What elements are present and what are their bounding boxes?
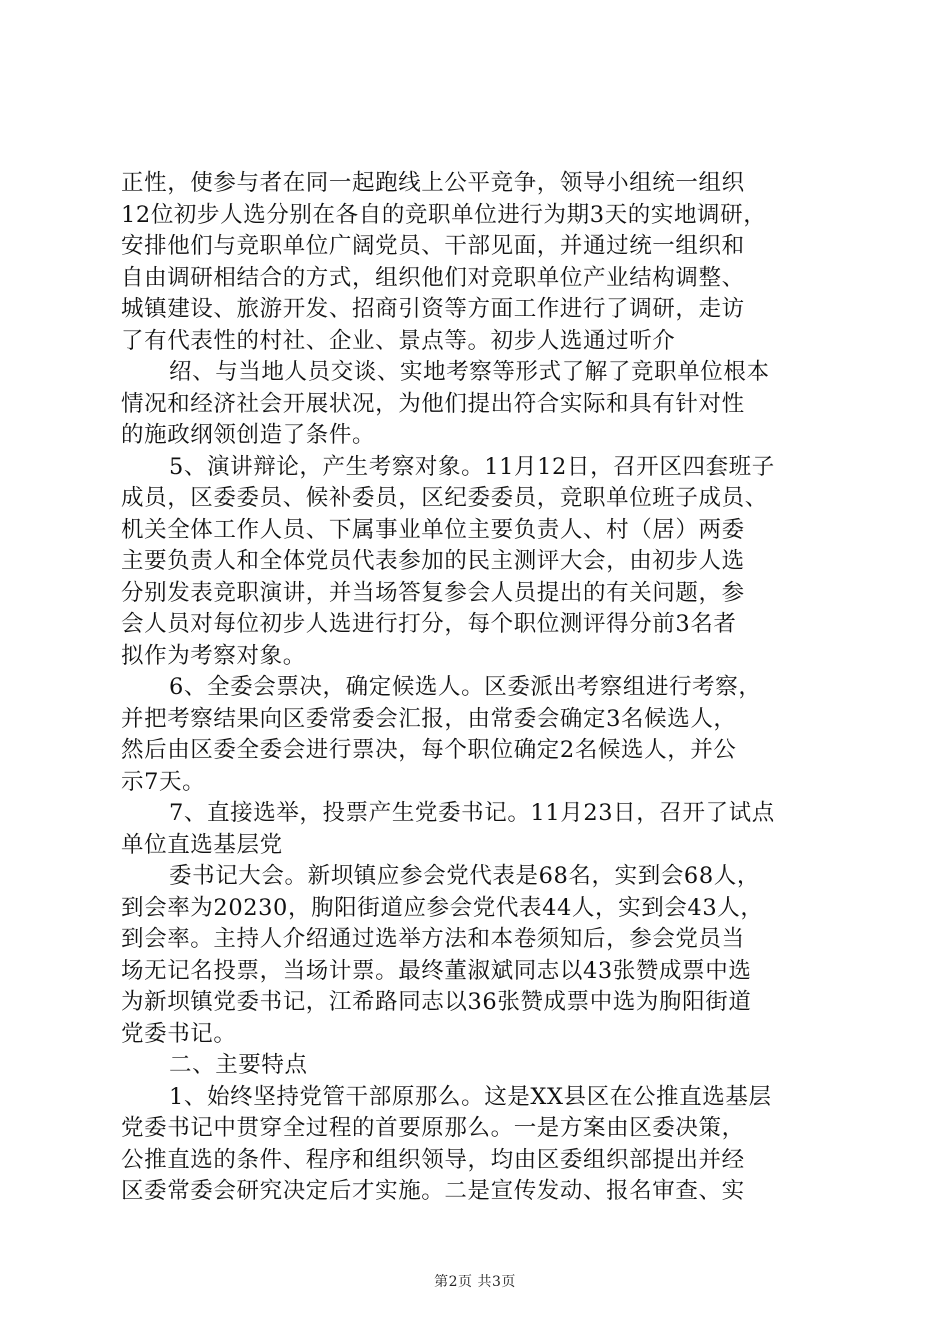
text-line: 然后由区委全委会进行票决，每个职位确定2名候选人，并公 (121, 737, 737, 763)
text-line: 为新坝镇党委书记，江希路同志以36张赞成票中选为朐阳街道 (121, 989, 752, 1015)
section-heading: 二、主要特点 (169, 1052, 308, 1078)
text-line: 场无记名投票，当场计票。最终董淑斌同志以43张赞成票中选 (121, 957, 752, 984)
text-line: 5、演讲辩论，产生考察对象。11月12日，召开区四套班子 (169, 453, 775, 480)
text-line: 自由调研相结合的方式，组织他们对竞职单位产业结构调整、 (121, 264, 745, 291)
text-line: 的施政纲领创造了条件。 (121, 422, 376, 448)
text-line: 正性，使参与者在同一起跑线上公平竞争，领导小组统一组织 (121, 170, 745, 196)
text-line: 分别发表竞职演讲，并当场答复参会人员提出的有关问题，参 (121, 579, 745, 606)
text-line: 党委书记中贯穿全过程的首要原那么。一是方案由区委决策， (121, 1115, 745, 1141)
text-line: 并把考察结果向区委常委会汇报，由常委会确定3名候选人， (121, 705, 737, 732)
text-line: 安排他们与竞职单位广阔党员、干部见面，并通过统一组织和 (121, 233, 745, 259)
text-line: 情况和经济社会开展状况，为他们提出符合实际和具有针对性 (121, 390, 745, 417)
text-line: 党委书记。 (121, 1020, 237, 1047)
text-line: 成员，区委委员、候补委员，区纪委委员，竞职单位班子成员、 (121, 485, 768, 511)
text-line: 12位初步人选分别在各自的竞职单位进行为期3天的实地调研， (121, 201, 767, 228)
text-line: 7、直接选举，投票产生党委书记。11月23日，召开了试点 (169, 800, 775, 826)
page-number-footer: 第2页 共3页 (434, 1274, 516, 1290)
text-line: 6、全委会票决，确定候选人。区委派出考察组进行考察， (169, 674, 762, 700)
document-body (121, 168, 841, 1208)
text-line: 拟作为考察对象。 (121, 642, 306, 669)
text-line: 示7天。 (121, 768, 206, 795)
text-line: 了有代表性的村社、企业、景点等。初步人选通过听介 (121, 327, 676, 354)
text-line: 到会率。主持人介绍通过选举方法和本卷须知后，参会党员当 (121, 926, 745, 952)
text-line: 机关全体工作人员、下属事业单位主要负责人、村（居）两委 (121, 516, 745, 543)
text-line: 到会率为20230，朐阳街道应参会党代表44人，实到会43人， (121, 894, 764, 921)
text-line: 区委常委会研究决定后才实施。二是宣传发动、报名审查、实 (121, 1178, 745, 1204)
text-line: 绍、与当地人员交谈、实地考察等形式了解了竞职单位根本 (169, 359, 770, 385)
text-line: 单位直选基层党 (121, 831, 283, 858)
text-line: 公推直选的条件、程序和组织领导，均由区委组织部提出并经 (121, 1146, 745, 1173)
text-line: 委书记大会。新坝镇应参会党代表是68名，实到会68人， (169, 863, 760, 889)
text-line: 主要负责人和全体党员代表参加的民主测评大会，由初步人选 (121, 548, 745, 574)
text-line: 会人员对每位初步人选进行打分，每个职位测评得分前3名者 (121, 611, 737, 637)
text-line: 城镇建设、旅游开发、招商引资等方面工作进行了调研，走访 (121, 296, 745, 322)
text-line: 1、始终坚持党管干部原那么。这是XX县区在公推直选基层 (169, 1083, 772, 1110)
